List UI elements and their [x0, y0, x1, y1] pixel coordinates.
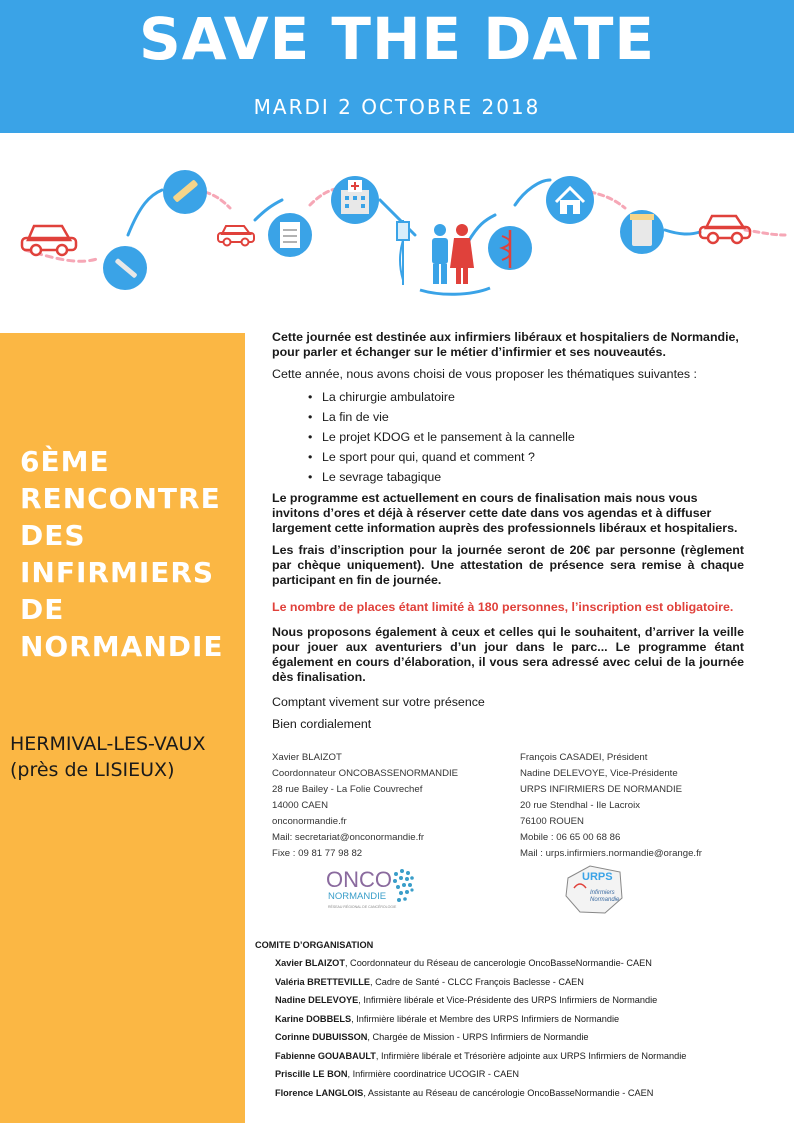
- list-item: • Le sport pour qui, quand et comment ?: [322, 450, 744, 465]
- committee-member: [275, 1068, 794, 1080]
- member-name: Xavier BLAIZOT: [275, 958, 345, 968]
- caduceus-icon: [488, 226, 532, 270]
- places-notice: Le nombre de places étant limité à 180 personnes, l’inscription est obligatoire.: [272, 600, 734, 614]
- page-title: SAVE THE DATE: [138, 5, 656, 73]
- event-title-line: 6ÈME: [20, 445, 110, 478]
- member-name: Fabienne GOUABAULT: [275, 1050, 376, 1061]
- signature-role: Coordonnateur ONCOBASSENORMANDIE: [272, 768, 459, 779]
- committee-heading: COMITE D’ORGANISATION: [255, 940, 374, 950]
- member-role: , Infirmière coordinatrice UCOGIR - CAEN: [347, 1069, 520, 1079]
- member-name: Corinne DUBUISSON: [275, 1032, 368, 1042]
- car-icon: [22, 226, 76, 255]
- patients-icon: [420, 224, 490, 294]
- committee-member: [275, 957, 794, 969]
- signature-phone: Mobile : 06 65 00 68 86: [520, 832, 621, 843]
- signature-city: 14000 CAEN: [272, 800, 328, 811]
- committee-member: [275, 1087, 794, 1099]
- list-item: • La fin de vie: [322, 410, 744, 425]
- location-line: (près de LISIEUX): [10, 759, 175, 781]
- house-icon: [546, 176, 594, 224]
- event-title: [20, 443, 240, 665]
- signature-email: Mail : urps.infirmiers.normandie@orange.fr: [520, 848, 702, 859]
- event-title-line: NORMANDIE: [20, 630, 224, 663]
- member-name: Valéria BRETTEVILLE: [275, 976, 370, 987]
- member-role: , Cadre de Santé - CLCC François Baclesse - CAEN: [369, 976, 584, 987]
- iv-drip-icon: [397, 220, 409, 285]
- header-banner: [0, 0, 794, 133]
- svg-text:Normandie: Normandie: [590, 897, 620, 903]
- signature-org: URPS INFIRMIERS DE NORMANDIE: [520, 784, 683, 795]
- event-title-line: RENCONTRE: [20, 482, 221, 515]
- intro-paragraph: Cette journée est destinée aux infirmiers libéraux et hospitaliers de Normandie, pour parler et échanger sur le métier d’infirmier et ses nouveautés.: [272, 330, 739, 359]
- organising-committee: [255, 940, 785, 1105]
- sidebar-panel: [0, 333, 245, 1123]
- syringe-icon: [163, 170, 207, 214]
- signature-city: 76100 ROUEN: [520, 816, 584, 827]
- member-name: Priscille LE BON: [275, 1069, 348, 1079]
- themes-list: [272, 390, 744, 485]
- svg-text:ONCO: ONCO: [326, 867, 392, 892]
- svg-text:URPS: URPS: [582, 871, 613, 883]
- committee-member: [275, 1013, 794, 1025]
- regards-line: Bien cordialement: [272, 717, 372, 731]
- member-role: , Infirmière libérale et Trésorière adjointe aux URPS Infirmiers de Normandie: [375, 1050, 687, 1061]
- event-title-line: DES: [20, 519, 86, 552]
- car-icon: [218, 226, 254, 246]
- signature-right: [520, 750, 702, 862]
- member-role: , Assistante au Réseau de cancérologie OncoBasseNormandie - CAEN: [363, 1087, 654, 1098]
- list-item: • Le projet KDOG et le pansement à la cannelle: [322, 430, 744, 445]
- committee-member: [275, 976, 794, 988]
- signature-address: 20 rue Stendhal - Ile Lacroix: [520, 800, 640, 811]
- member-role: , Chargée de Mission - URPS Infirmiers de Normandie: [367, 1032, 589, 1042]
- committee-member: [275, 994, 794, 1006]
- member-role: , Infirmière libérale et Membre des URPS Infirmiers de Normandie: [351, 1013, 620, 1024]
- signature-left: [272, 750, 458, 862]
- member-role: , Infirmière libérale et Vice-Présidente des URPS Infirmiers de Normandie: [358, 995, 658, 1005]
- svg-text:NORMANDIE: NORMANDIE: [328, 891, 387, 902]
- event-date: MARDI 2 OCTOBRE 2018: [253, 95, 541, 119]
- notepad-icon: [268, 213, 312, 257]
- event-title-line: DE: [20, 593, 65, 626]
- eve-paragraph: Nous proposons également à ceux et celles qui le souhaitent, d’arriver la veille pour jouer aux aventuriers d’un jour dans le parc... Le programme étant également en cours d’élaboration, il vous sera adressé avec celui de la journée dès finalisation.: [272, 625, 744, 684]
- pill-bottle-icon: [620, 210, 664, 254]
- committee-member: [275, 1050, 794, 1062]
- hospital-icon: [331, 176, 379, 224]
- signature-website: onconormandie.fr: [272, 816, 347, 827]
- signature-name: Xavier BLAIZOT: [272, 752, 342, 763]
- member-name: Nadine DELEVOYE: [275, 995, 359, 1005]
- signature-name: François CASADEI, Président: [520, 752, 648, 763]
- event-title-line: INFIRMIERS: [20, 556, 215, 589]
- list-item: • La chirurgie ambulatoire: [322, 390, 744, 405]
- member-role: , Coordonnateur du Réseau de cancerologie OncoBasseNormandie- CAEN: [344, 958, 652, 968]
- member-name: Florence LANGLOIS: [275, 1087, 364, 1098]
- committee-member: [275, 1031, 794, 1043]
- event-location: [10, 731, 245, 783]
- svg-text:Infirmiers: Infirmiers: [590, 890, 615, 896]
- member-name: Karine DOBBELS: [275, 1013, 352, 1024]
- signature-phone: Fixe : 09 81 77 98 82: [272, 848, 363, 859]
- svg-text:RÉSEAU RÉGIONAL DE CANCÉROLOGI: RÉSEAU RÉGIONAL DE CANCÉROLOGIE: [328, 905, 397, 909]
- programme-paragraph: Le programme est actuellement en cours de finalisation mais nous vous invitons d’ores et déjà à réserver cette date dans vos agendas et à diffuser largement cette information auprès des professionnels libéraux et hospitaliers.: [272, 491, 738, 535]
- care-pathway-illustration: [0, 150, 794, 310]
- car-icon: [700, 216, 750, 243]
- fees-paragraph: Les frais d’inscription pour la journée seront de 20€ par personne (règlement par chèque uniquement). Une attestation de présence sera remise à chaque participant en fin de journée.: [272, 543, 744, 587]
- main-content: [272, 330, 744, 732]
- location-line: HERMIVAL-LES-VAUX: [10, 733, 206, 755]
- closing-line: Comptant vivement sur votre présence: [272, 695, 485, 709]
- signature-address: 28 rue Bailey - La Folie Couvrechef: [272, 784, 423, 795]
- signature-name: Nadine DELEVOYE, Vice-Présidente: [520, 768, 678, 779]
- urps-logo: [560, 858, 630, 920]
- onco-normandie-logo: [322, 862, 442, 918]
- thermometer-icon: [103, 246, 147, 290]
- signature-email: Mail: secretariat@onconormandie.fr: [272, 832, 425, 843]
- themes-intro: Cette année, nous avons choisi de vous proposer les thématiques suivantes :: [272, 367, 697, 381]
- list-item: • Le sevrage tabagique: [322, 470, 744, 485]
